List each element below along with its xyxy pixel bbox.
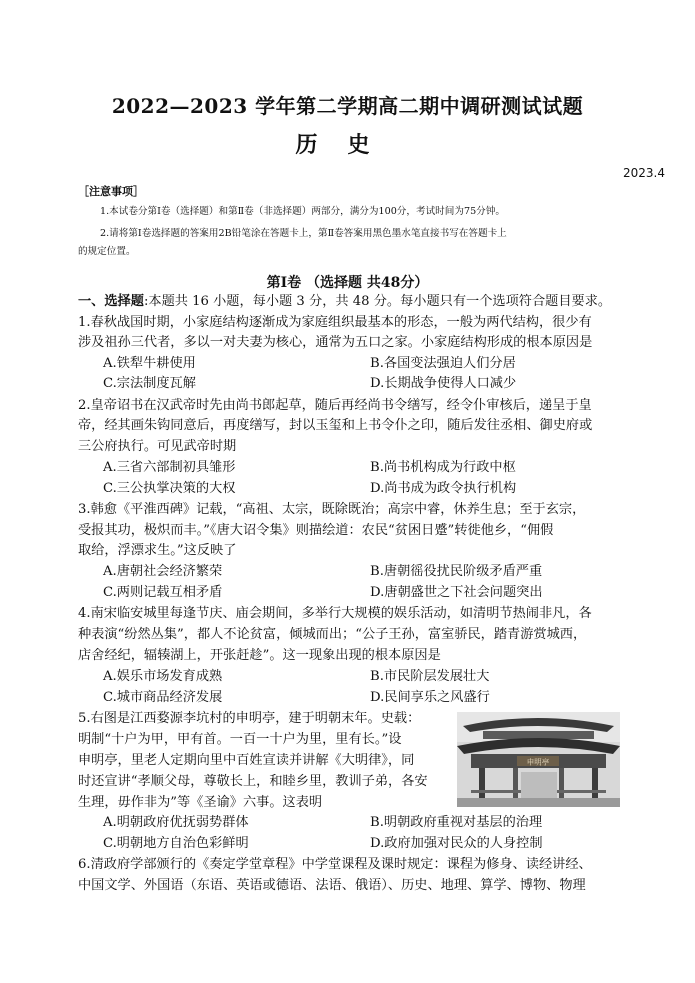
q4-option-c: C.城市商品经济发展: [103, 690, 223, 705]
exam-date: 2023.4: [623, 166, 665, 180]
q5-line-2: 明制“十户为甲，甲有首。一百一十户为里，里有长。”设: [78, 732, 402, 747]
q2-option-c: C.三公执掌决策的大权: [103, 481, 236, 496]
pavilion-illustration: [457, 712, 620, 807]
q5-line-4: 时还宣讲“孝顺父母，尊敬长上，和睦乡里，教训子弟，各安: [78, 774, 428, 789]
pavilion-plaque-text: 申明亭: [526, 757, 550, 767]
q1-option-d: D.长期战争使得人口减少: [370, 376, 517, 391]
q3-line-1: 3.韩愈《平淮西碑》记载，“高祖、太宗，既除既治；高宗中睿，休养生息；至于玄宗，: [78, 502, 586, 517]
q3-option-b: B.唐朝徭役扰民阶级矛盾严重: [370, 564, 543, 579]
q5-line-3: 申明亭，里老人定期向里中百姓宣读并讲解《大明律》，同: [78, 753, 415, 768]
q1-line-2: 涉及祖孙三代者，多以一对夫妻为核心，通常为五口之家。小家庭结构形成的根本原因是: [78, 335, 593, 350]
q3-line-2: 受报其功，极炽而丰。”《唐大诏令集》则描绘道：农民“贫困日蹙”转徙他乡，“佣假: [78, 523, 554, 538]
q2-option-b: B.尚书机构成为行政中枢: [370, 460, 516, 475]
part-one-title: 第Ⅰ卷 （选择题 共48分）: [266, 275, 429, 291]
notice-line-3: 的规定位置。: [78, 246, 136, 257]
q3-line-3: 取给，浮漂求生。”这反映了: [78, 543, 237, 558]
q5-option-d: D.政府加强对民众的人身控制: [370, 836, 543, 851]
q2-option-d: D.尚书成为政令执行机构: [370, 481, 517, 496]
q6-line-1: 6.清政府学部颁行的《奏定学堂章程》中学堂课程及课时规定：课程为修身、读经讲经、: [78, 857, 592, 872]
q4-line-1: 4.南宋临安城里每逢节庆、庙会期间，多举行大规模的娱乐活动，如清明节热闹非凡，各: [78, 606, 592, 621]
pavilion-photo: [457, 712, 620, 807]
notice-line-1: 1.本试卷分第Ⅰ卷（选择题）和第Ⅱ卷（非选择题）两部分，满分为100分，考试时间为75分钟。: [100, 206, 505, 217]
q4-option-a: A.娱乐市场发育成熟: [103, 669, 223, 684]
q5-option-c: C.明朝地方自治色彩鲜明: [103, 836, 249, 851]
q1-option-a: A.铁犁牛耕使用: [103, 356, 196, 371]
section-intro: [78, 292, 611, 312]
q2-option-a: A.三省六部制初具雏形: [103, 460, 236, 475]
q5-option-a: A.明朝政府优抚弱势群体: [103, 815, 249, 830]
q2-line-2: 帝，经其画朱钩同意后，再度缮写，封以玉玺和上书令仆之印，随后发往丞相、御史府或: [78, 418, 593, 433]
q2-line-3: 三公府执行。可见武帝时期: [78, 439, 237, 454]
q1-option-c: C.宗法制度瓦解: [103, 376, 196, 391]
q5-option-b: B.明朝政府重视对基层的治理: [370, 815, 543, 830]
section-intro-text: :本题共 16 小题，每小题 3 分，共 48 分。每小题只有一个选项符合题目要求。: [143, 294, 612, 309]
notice-heading: ［注意事项］: [78, 185, 144, 198]
q2-line-1: 2.皇帝诏书在汉武帝时先由尚书郎起草，随后再经尚书令缮写，经令仆审核后，递呈于皇: [78, 398, 592, 413]
notice-line-2: 2.请将第Ⅰ卷选择题的答案用2B铅笔涂在答题卡上，第Ⅱ卷答案用黑色墨水笔直接书写在答题卡上: [100, 228, 507, 239]
q3-option-c: C.两则记载互相矛盾: [103, 585, 223, 600]
q3-option-d: D.唐朝盛世之下社会问题突出: [370, 585, 543, 600]
exam-title: 2022—2023 学年第二学期高二期中调研测试试题: [111, 94, 584, 118]
subject-title: 历史: [295, 132, 400, 158]
q1-option-b: B.各国变法强迫人们分居: [370, 356, 516, 371]
q3-option-a: A.唐朝社会经济繁荣: [103, 564, 223, 579]
q5-line-5: 生理，毋作非为”等《圣谕》六事。这表明: [78, 795, 323, 810]
q1-line-1: 1.春秋战国时期，小家庭结构逐渐成为家庭组织最基本的形态，一般为两代结构，很少有: [78, 315, 592, 330]
q6-line-2: 中国文学、外国语（东语、英语或德语、法语、俄语）、历史、地理、算学、博物、物理: [78, 878, 586, 893]
q4-option-d: D.民间享乐之风盛行: [370, 690, 490, 705]
q5-line-1: 5.右图是江西婺源李坑村的申明亭，建于明朝末年。史载：: [78, 711, 421, 726]
q4-line-2: 种表演“纷然丛集”，都人不论贫富，倾城而出；“公子王孙，富室骄民，踏青游赏城西，: [78, 627, 587, 642]
section-intro-label: 一、选择题: [78, 294, 144, 309]
q4-option-b: B.市民阶层发展壮大: [370, 669, 490, 684]
q4-line-3: 店舍经纪，辐辏湖上，开张赶趁”。这一现象出现的根本原因是: [78, 648, 441, 663]
